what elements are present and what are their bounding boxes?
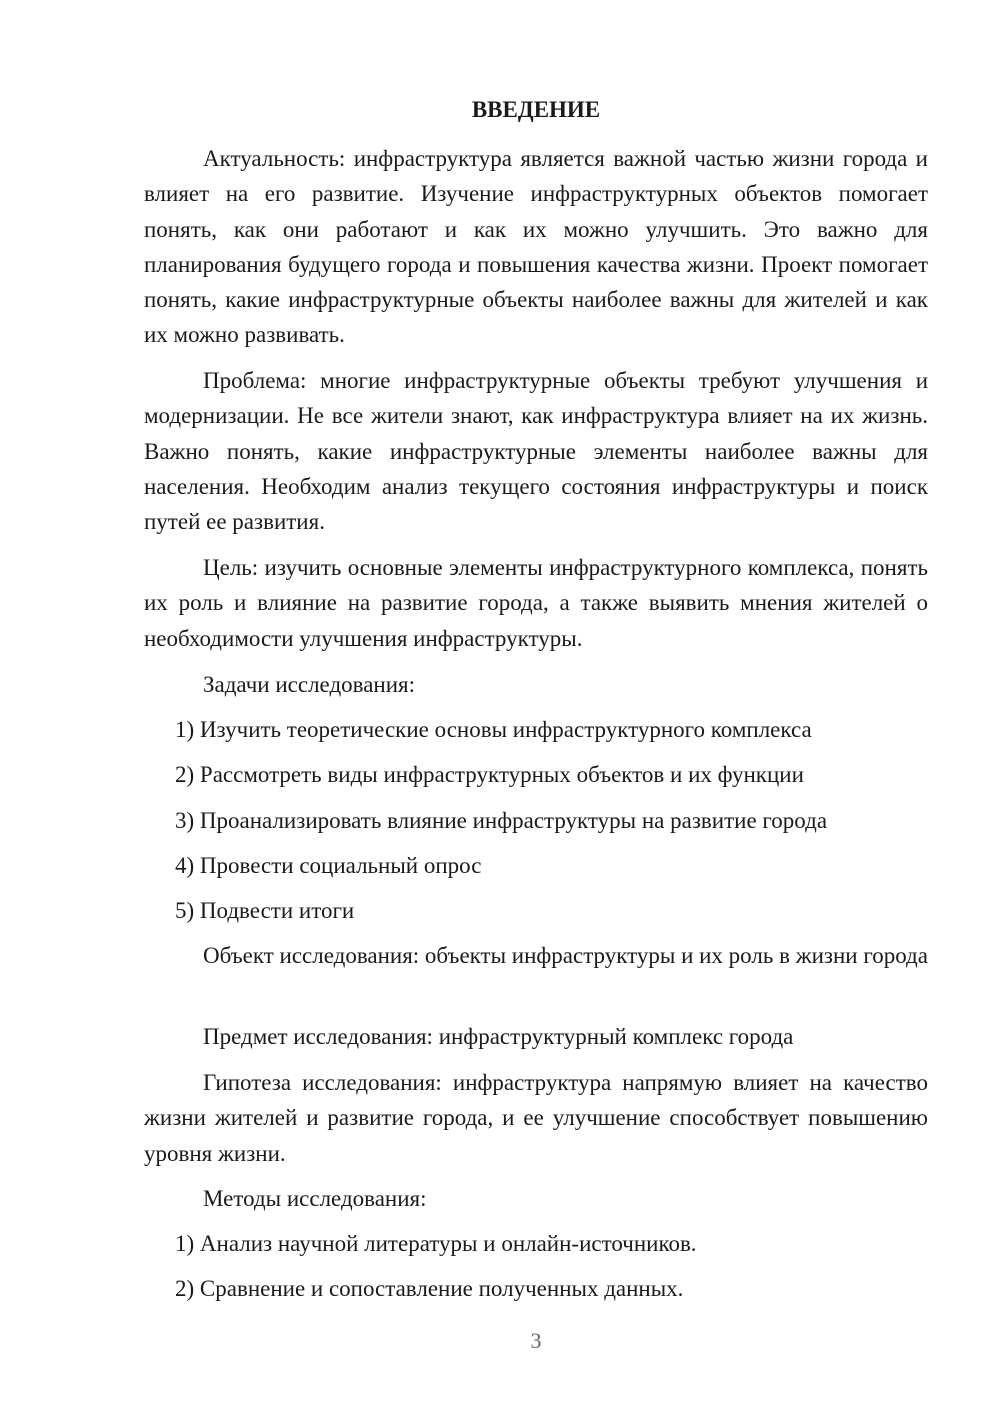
method-item-2: 2) Сравнение и сопоставление полученных данных. (175, 1276, 684, 1301)
paragraph-object: Объект исследования: объекты инфраструктуры и их роль в жизни города (203, 943, 928, 968)
paragraph-subject: Предмет исследования: инфраструктурный комплекс города (203, 1024, 794, 1049)
task-item-1: 1) Изучить теоретические основы инфраструктурного комплекса (175, 717, 812, 742)
page-title: ВВЕДЕНИЕ (471, 97, 601, 122)
tasks-heading: Задачи исследования: (203, 672, 416, 697)
paragraph-hypothesis: Гипотеза исследования: инфраструктура напрямую влияет на качество жизни жителей и развитие города, и ее улучшение способствует повышению уровня жизни. (144, 1070, 928, 1166)
methods-heading: Методы исследования: (203, 1186, 427, 1211)
task-item-4: 4) Провести социальный опрос (175, 853, 482, 878)
page-number: 3 (530, 1328, 542, 1353)
task-item-2: 2) Рассмотреть виды инфраструктурных объектов и их функции (175, 762, 804, 787)
paragraph-relevance: Актуальность: инфраструктура является важной частью жизни города и влияет на его развитие. Изучение инфраструктурных объектов помогает понять, как они работают и как их можно улучшить. Это важно для планирования будущего города и повышения качества жизни. Проект помогает понять, какие инфраструктурные объекты наиболее важны для жителей и как их можно развивать. (144, 146, 928, 348)
task-item-3: 3) Проанализировать влияние инфраструктуры на развитие города (175, 808, 828, 833)
paragraph-goal: Цель: изучить основные элементы инфраструктурного комплекса, понять их роль и влияние на развитие города, а также выявить мнения жителей о необходимости улучшения инфраструктуры. (144, 555, 928, 651)
paragraph-problem: Проблема: многие инфраструктурные объекты требуют улучшения и модернизации. Не все жители знают, как инфраструктура влияет на их жизнь. Важно понять, какие инфраструктурные элементы наиболее важны для населения. Необходим анализ текущего состояния инфраструктуры и поиск путей ее развития. (144, 368, 928, 535)
task-item-5: 5) Подвести итоги (175, 898, 355, 923)
method-item-1: 1) Анализ научной литературы и онлайн-источников. (175, 1231, 697, 1256)
